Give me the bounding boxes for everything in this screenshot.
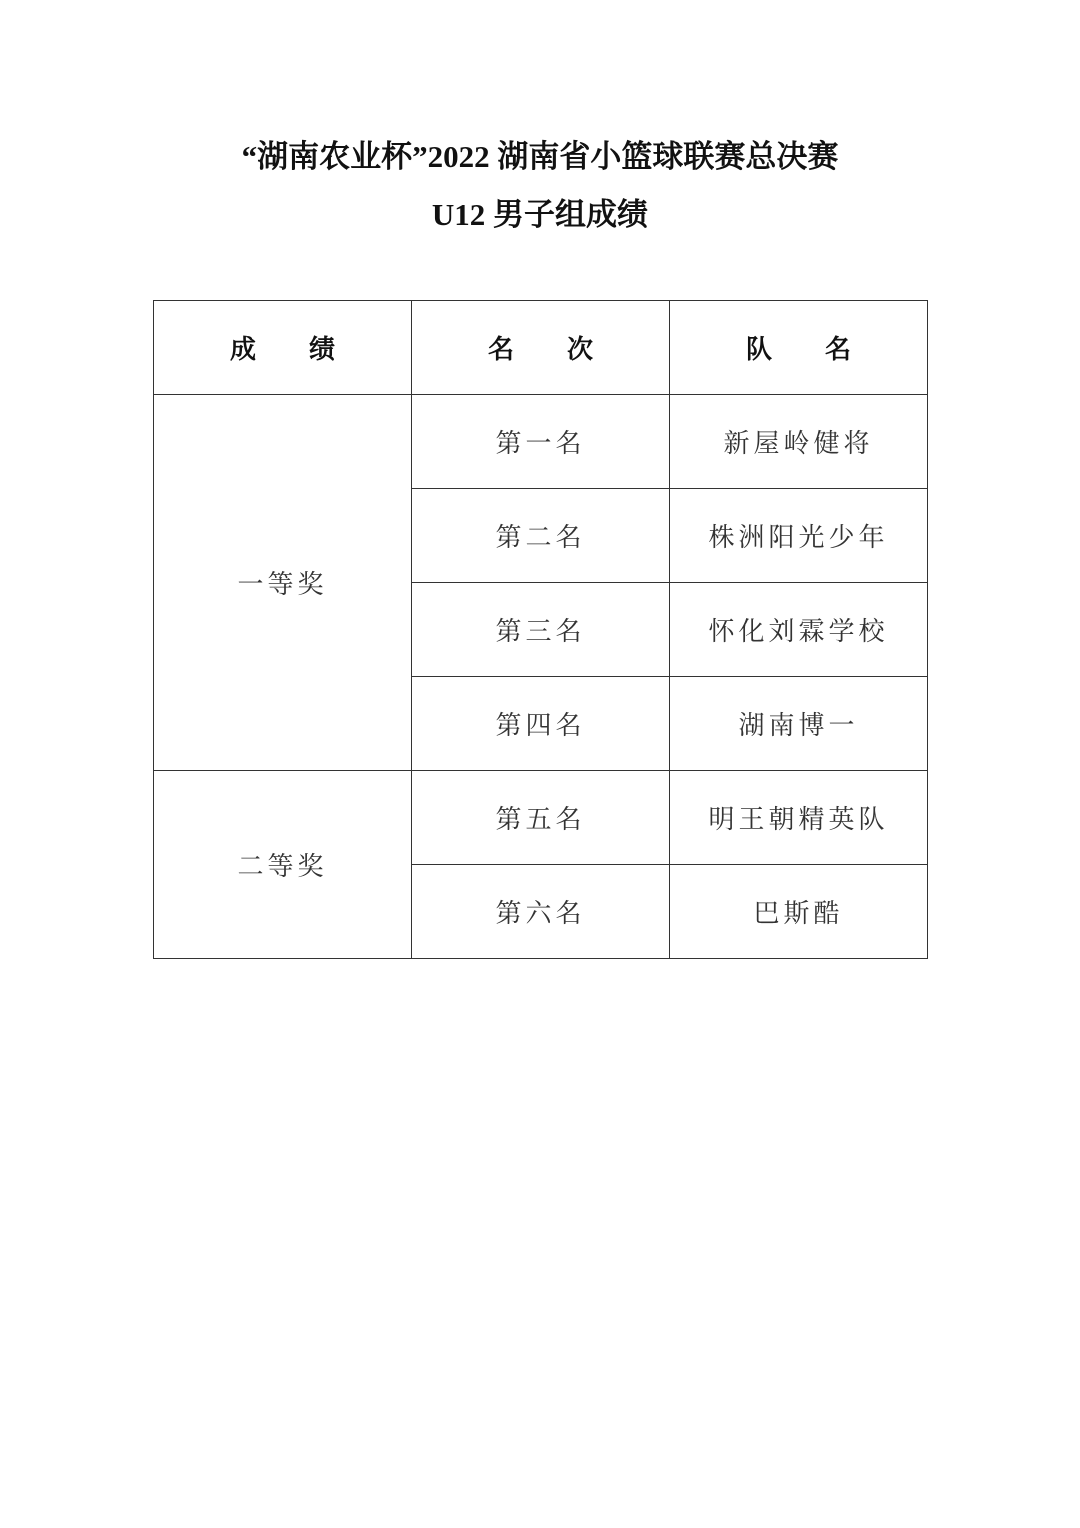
award-cell: 一等奖 (154, 395, 412, 771)
team-cell: 明王朝精英队 (670, 771, 928, 865)
title-line-1: “湖南农业杯”2022 湖南省小篮球联赛总决赛 (241, 139, 839, 174)
header-rank: 名 次 (412, 301, 670, 395)
team-cell: 株洲阳光少年 (670, 489, 928, 583)
table-row (154, 771, 928, 865)
title-line-2: U12 男子组成绩 (431, 197, 649, 232)
rank-cell: 第三名 (412, 583, 670, 677)
header-award: 成 绩 (154, 301, 412, 395)
document-title (0, 128, 1080, 244)
team-cell: 新屋岭健将 (670, 395, 928, 489)
rank-cell: 第二名 (412, 489, 670, 583)
team-cell: 湖南博一 (670, 677, 928, 771)
team-cell: 怀化刘霖学校 (670, 583, 928, 677)
rank-cell: 第一名 (412, 395, 670, 489)
table-row (154, 395, 928, 489)
header-team: 队 名 (670, 301, 928, 395)
award-cell: 二等奖 (154, 771, 412, 959)
header-row (154, 301, 928, 395)
rank-cell: 第四名 (412, 677, 670, 771)
team-cell: 巴斯酷 (670, 865, 928, 959)
results-table (153, 300, 928, 959)
rank-cell: 第五名 (412, 771, 670, 865)
rank-cell: 第六名 (412, 865, 670, 959)
